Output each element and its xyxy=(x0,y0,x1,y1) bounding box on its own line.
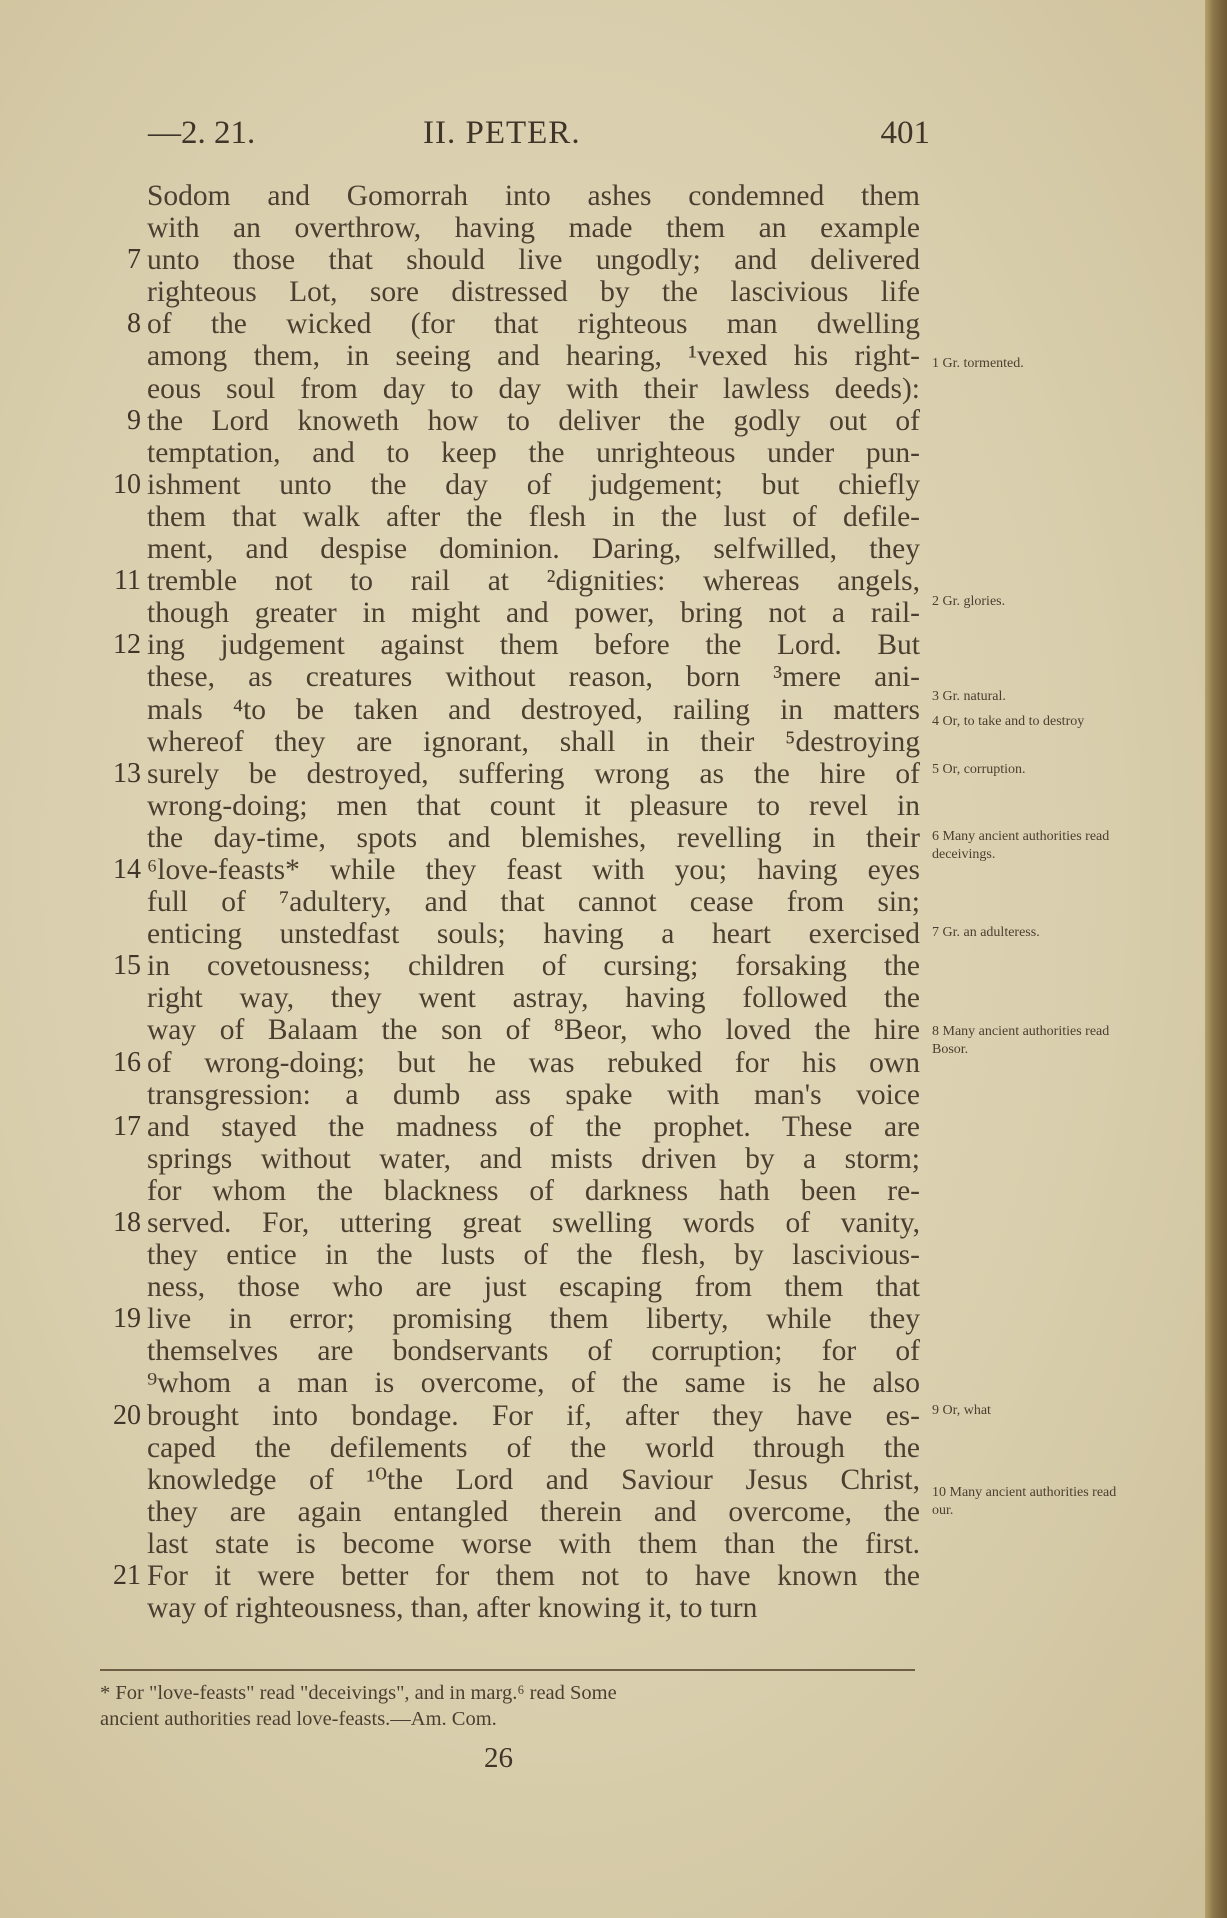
text-line xyxy=(93,694,933,726)
margin-note-text: Many ancient authorities read Bosor. xyxy=(932,1024,1110,1057)
text-line xyxy=(93,373,933,405)
text-line xyxy=(93,276,933,308)
line-text: caped the defilements of the world through the xyxy=(147,1431,920,1464)
text-line xyxy=(93,1303,933,1335)
line-text: ment, and despise dominion. Daring, selfwilled, they xyxy=(147,533,920,566)
margin-note-text: Gr. tormented. xyxy=(942,356,1024,371)
text-line xyxy=(93,1111,933,1143)
line-text: ness, those who are just escaping from them that xyxy=(147,1271,920,1304)
line-text: they are again entangled therein and overcome, the xyxy=(147,1495,920,1528)
text-line xyxy=(93,340,933,372)
text-line xyxy=(93,1207,933,1239)
margin-note-text: Gr. an adulteress. xyxy=(942,925,1040,940)
line-text: last state is become worse with them than the first. xyxy=(147,1527,920,1560)
margin-note-number: 3 xyxy=(932,689,939,704)
margin-note-text: Gr. glories. xyxy=(942,594,1006,609)
header-chapter-ref: —2. 21. xyxy=(148,115,256,151)
margin-note xyxy=(932,1402,1122,1420)
margin-note-text: Or, to take and to destroy xyxy=(942,714,1085,729)
line-text: righteous Lot, sore distressed by the lascivious life xyxy=(147,276,920,309)
text-line xyxy=(93,950,933,982)
margin-note-text: Gr. natural. xyxy=(942,689,1006,704)
line-text: they entice in the lusts of the flesh, by lascivious- xyxy=(147,1239,920,1272)
text-line xyxy=(93,1400,933,1432)
line-text: themselves are bondservants of corruption; for of xyxy=(147,1335,920,1368)
line-text: the day-time, spots and blemishes, revelling in their xyxy=(147,821,920,854)
line-text: For it were better for them not to have known the xyxy=(147,1560,920,1593)
verse-number: 8 xyxy=(127,308,141,340)
line-text: served. For, uttering great swelling words of vanity, xyxy=(147,1207,920,1239)
margin-note xyxy=(932,761,1122,779)
line-text: ⁶love-feasts* while they feast with you; having eyes xyxy=(147,853,920,886)
line-text: of the wicked (for that righteous man dwelling xyxy=(147,308,920,341)
text-line xyxy=(93,1367,933,1399)
line-text: among them, in seeing and hearing, ¹vexed his right- xyxy=(147,340,920,373)
line-text: eous soul from day to day with their lawless deeds): xyxy=(147,372,920,405)
text-line xyxy=(93,1528,933,1560)
line-text: with an overthrow, having made them an example xyxy=(147,212,920,245)
text-line xyxy=(93,180,933,212)
margin-note-number: 6 xyxy=(932,829,939,844)
text-line xyxy=(93,469,933,501)
line-text: live in error; promising them liberty, while they xyxy=(147,1303,920,1336)
text-line xyxy=(93,854,933,886)
text-line xyxy=(93,1496,933,1528)
line-text: these, as creatures without reason, born ³mere ani- xyxy=(147,661,920,694)
page-edge xyxy=(1205,0,1227,1918)
running-header xyxy=(148,115,930,159)
text-line xyxy=(93,1079,933,1111)
margin-note xyxy=(932,713,1122,731)
text-line xyxy=(93,1560,933,1592)
text-line xyxy=(93,918,933,950)
line-text: tremble not to rail at ²dignities: whereas angels, xyxy=(147,565,920,598)
line-text: of wrong-doing; but he was rebuked for his own xyxy=(147,1046,920,1079)
line-text: them that walk after the flesh in the lust of defile- xyxy=(147,500,920,533)
text-line xyxy=(93,501,933,533)
line-text: brought into bondage. For if, after they have es- xyxy=(147,1399,920,1432)
text-line xyxy=(93,758,933,790)
verse-number: 17 xyxy=(113,1110,141,1142)
margin-note-number: 1 xyxy=(932,356,939,371)
verse-number: 12 xyxy=(113,629,141,661)
line-text: unto those that should live ungodly; and delivered xyxy=(147,244,920,277)
text-line xyxy=(93,405,933,437)
text-line xyxy=(93,726,933,758)
margin-note-number: 7 xyxy=(932,925,939,940)
margin-note-text: Or, corruption. xyxy=(942,762,1026,777)
text-line xyxy=(93,1432,933,1464)
footnote-line-2: ancient authorities read love-feasts.—Am. Com. xyxy=(100,1708,497,1730)
text-line xyxy=(93,1592,933,1624)
verse-number: 7 xyxy=(127,244,141,276)
footnote xyxy=(100,1680,920,1732)
margin-note-number: 9 xyxy=(932,1403,939,1418)
text-line xyxy=(93,437,933,469)
margin-note xyxy=(932,924,1122,942)
line-text: transgression: a dumb ass spake with man's voice xyxy=(147,1078,920,1111)
margin-note xyxy=(932,1023,1122,1059)
margin-note-number: 2 xyxy=(932,594,939,609)
verse-number: 18 xyxy=(113,1207,141,1238)
verse-number: 16 xyxy=(113,1046,141,1078)
line-text: the Lord knoweth how to deliver the godly out of xyxy=(147,404,920,437)
text-line xyxy=(93,1175,933,1207)
verse-number: 13 xyxy=(113,757,141,789)
text-line xyxy=(93,1335,933,1367)
text-line xyxy=(93,790,933,822)
text-line xyxy=(93,1271,933,1303)
margin-note-text: Many ancient authorities read our. xyxy=(932,1485,1117,1518)
line-text: mals ⁴to be taken and destroyed, railing in matters xyxy=(147,693,920,726)
line-text: Sodom and Gomorrah into ashes condemned them xyxy=(147,180,920,212)
text-line xyxy=(93,533,933,565)
text-line xyxy=(93,1464,933,1496)
text-line xyxy=(93,212,933,244)
margin-note-number: 4 xyxy=(932,714,939,729)
line-text: surely be destroyed, suffering wrong as the hire of xyxy=(147,757,920,790)
line-text: full of ⁷adultery, and that cannot cease from sin; xyxy=(147,886,920,919)
line-text: and stayed the madness of the prophet. These are xyxy=(147,1110,920,1143)
margin-note-number: 10 xyxy=(932,1485,946,1500)
margin-note-text: Or, what xyxy=(942,1403,991,1418)
line-text: enticing unstedfast souls; having a heart exercised xyxy=(147,918,920,951)
margin-note xyxy=(932,1484,1122,1520)
text-line xyxy=(93,661,933,693)
line-text: way of righteousness, than, after knowing it, to turn xyxy=(147,1592,758,1625)
verse-number: 21 xyxy=(113,1560,141,1592)
line-text: ing judgement against them before the Lord. But xyxy=(147,629,920,662)
page-number: 401 xyxy=(880,115,930,151)
verse-number: 19 xyxy=(113,1303,141,1335)
line-text: ishment unto the day of judgement; but chiefly xyxy=(147,468,920,501)
footnote-line-1: * For "love-feasts" read "deceivings", and in marg.⁶ read Some xyxy=(100,1682,617,1704)
header-book-title: II. PETER. xyxy=(423,115,581,151)
verse-number: 9 xyxy=(127,404,141,436)
text-line xyxy=(93,1014,933,1046)
text-line xyxy=(93,244,933,276)
line-text: for whom the blackness of darkness hath been re- xyxy=(147,1174,920,1207)
line-text: springs without water, and mists driven by a storm; xyxy=(147,1142,920,1175)
text-line xyxy=(93,886,933,918)
line-text: way of Balaam the son of ⁸Beor, who loved the hire xyxy=(147,1014,920,1047)
text-line xyxy=(93,982,933,1014)
text-line xyxy=(93,1143,933,1175)
line-text: in covetousness; children of cursing; forsaking the xyxy=(147,950,920,983)
footnote-rule xyxy=(100,1669,915,1671)
margin-note xyxy=(932,593,1122,611)
text-line xyxy=(93,597,933,629)
margin-note xyxy=(932,688,1122,706)
margin-note xyxy=(932,828,1122,864)
line-text: knowledge of ¹⁰the Lord and Saviour Jesus Christ, xyxy=(147,1463,920,1496)
text-line xyxy=(93,1239,933,1271)
line-text: temptation, and to keep the unrighteous under pun- xyxy=(147,436,920,469)
verse-number: 20 xyxy=(113,1399,141,1431)
text-line xyxy=(93,308,933,340)
line-text: whereof they are ignorant, shall in their ⁵destroying xyxy=(147,725,920,758)
text-line xyxy=(93,629,933,661)
verse-number: 15 xyxy=(113,950,141,982)
margin-note-number: 8 xyxy=(932,1024,939,1039)
margin-note-text: Many ancient authorities read deceivings. xyxy=(932,829,1110,862)
verse-number: 11 xyxy=(114,565,141,597)
signature-mark: 26 xyxy=(484,1742,513,1774)
text-line xyxy=(93,1047,933,1079)
line-text: wrong-doing; men that count it pleasure to revel in xyxy=(147,789,920,822)
verse-number: 10 xyxy=(113,468,141,500)
scripture-text xyxy=(93,180,933,1624)
verse-number: 14 xyxy=(113,853,141,885)
line-text: ⁹whom a man is overcome, of the same is he also xyxy=(147,1367,920,1400)
margin-note-number: 5 xyxy=(932,762,939,777)
text-line xyxy=(93,822,933,854)
line-text: right way, they went astray, having followed the xyxy=(147,982,920,1015)
margin-note xyxy=(932,355,1122,373)
line-text: though greater in might and power, bring not a rail- xyxy=(147,597,920,630)
text-line xyxy=(93,565,933,597)
